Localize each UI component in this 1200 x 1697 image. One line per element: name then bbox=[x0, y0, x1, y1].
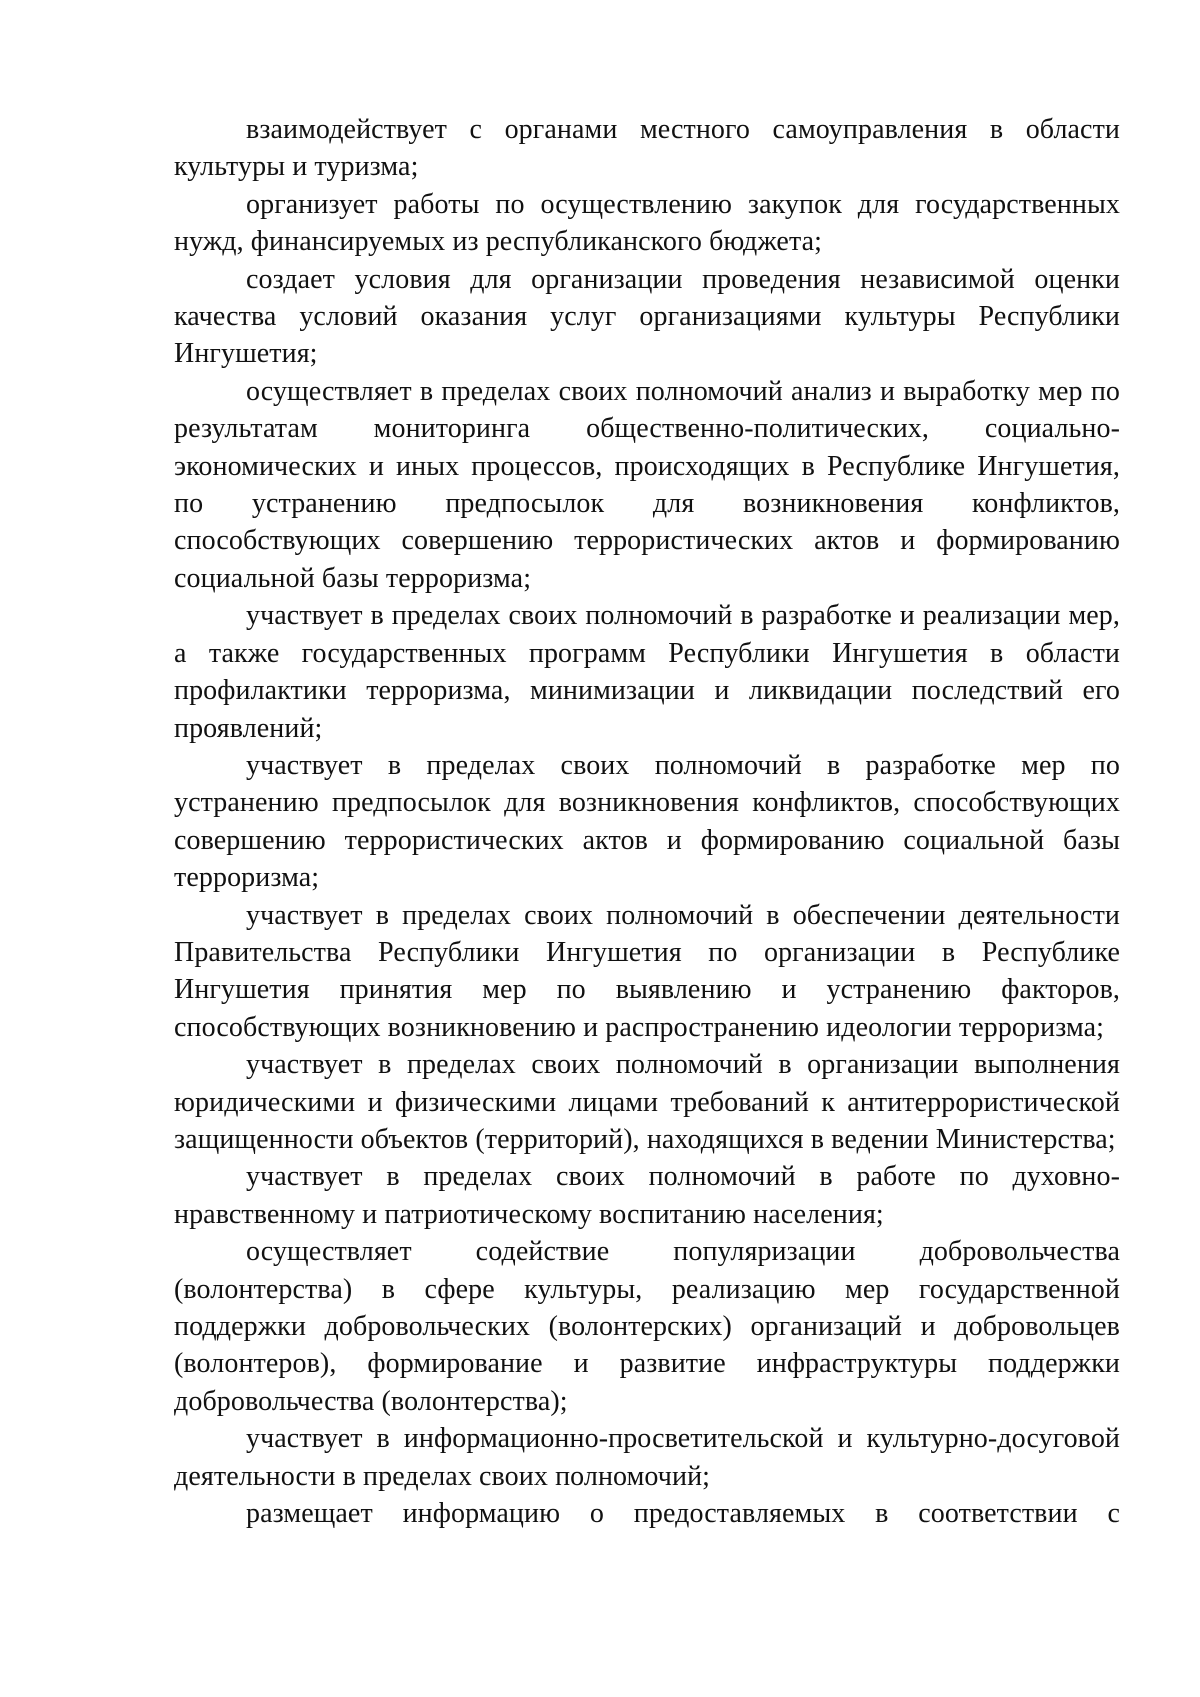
paragraph-patriotic-education: участвует в пределах своих полномочий в работе по духовно-нравственному и патриотическому воспитанию населения; bbox=[174, 1161, 1120, 1230]
paragraph-conflict-prevention: участвует в пределах своих полномочий в разработке мер по устранению предпосылок для возникновения конфликтов, способствующих совершению террористических актов и формированию социальной базы терроризма; bbox=[174, 749, 1120, 894]
paragraph-information-posting: размещает информацию о предоставляемых в соответствии с bbox=[246, 1498, 1120, 1530]
paragraph-antiterrorist-protection: участвует в пределах своих полномочий в организации выполнения юридическими и физическими лицами требований к антитеррористической защищенности объектов (территорий), находящихся в ведении Министерства; bbox=[174, 1049, 1120, 1155]
paragraph-monitoring-analysis: осуществляет в пределах своих полномочий анализ и выработку мер по результатам мониторинга общественно-политических, социально-экономических и иных процессов, происходящих в Республике Ингушетия, по устранению предпосылок для возникновения конфликтов, способствующих совершению террористических актов и формированию социальной базы терроризма; bbox=[174, 375, 1120, 594]
paragraph-quality-assessment: создает условия для организации проведения независимой оценки качества условий оказания услуг организациями культуры Республики Ингушетия; bbox=[174, 263, 1120, 370]
paragraph-procurement: организует работы по осуществлению закупок для государственных нужд, финансируемых из республиканского бюджета; bbox=[174, 188, 1120, 258]
paragraph-government-support: участвует в пределах своих полномочий в обеспечении деятельности Правительства Республики Ингушетия по организации в Республике Ингушетия принятия мер по выявлению и устранению факторов, способствующих возникновению и распространению идеологии терроризма; bbox=[174, 899, 1120, 1043]
paragraph-cultural-leisure: участвует в информационно-просветительской и культурно-досуговой деятельности в пределах своих полномочий; bbox=[174, 1423, 1120, 1492]
paragraph-volunteering: осуществляет содействие популяризации добровольчества (волонтерства) в сфере культуры, реализацию мер государственной поддержки добровольческих (волонтерских) организаций и добровольцев (волонтеров), формирование и развитие инфраструктуры поддержки добровольчества (волонтерства); bbox=[174, 1236, 1120, 1417]
paragraph-local-government: взаимодействует с органами местного самоуправления в области культуры и туризма; bbox=[174, 114, 1120, 183]
paragraph-terrorism-prevention-programs: участвует в пределах своих полномочий в разработке и реализации мер, а также государственных программ Республики Ингушетия в области профилактики терроризма, минимизации и ликвидации последствий его проявлений; bbox=[174, 600, 1120, 744]
document-body bbox=[174, 111, 1120, 1532]
